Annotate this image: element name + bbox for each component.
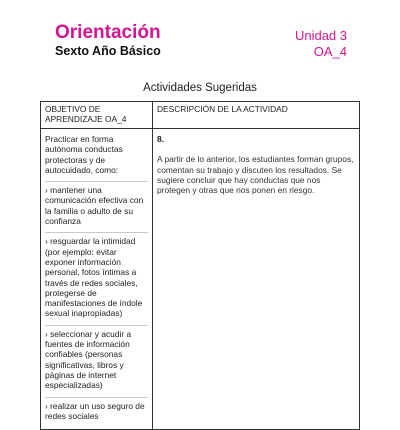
description-column-header: DESCRIPCIÓN DE LA ACTIVIDAD <box>153 102 360 129</box>
objective-intro: Practicar en forma autónoma conductas protectoras y de autocuidado, como: <box>45 134 123 175</box>
objective-bullet: › mantener una comunicación efectiva con la familia o adulto de su confianza <box>45 181 148 232</box>
section-title: Actividades Sugeridas <box>143 82 257 94</box>
activity-cell <box>153 129 360 430</box>
table-row <box>41 129 360 430</box>
activities-table <box>40 101 360 430</box>
activity-description: A partir de lo anterior, los estudiantes forman grupos, comentan su trabajo y discuten los resultados. Se sugiere concluir que hay conductas que nos protegen y otras que nos ponen en riesgo. <box>157 154 354 196</box>
objective-bullet: › resguardar la intimidad (por ejemplo: evitar exponer información personal, fotos íntimas a través de redes sociales, protegerse de manifestaciones de índole sexual inapropiadas) <box>45 232 148 324</box>
objective-bullet: › seleccionar y acudir a fuentes de información confiables (personas significativas, libros y páginas de internet especializadas) <box>45 325 148 397</box>
objective-bullet: › realizar un uso seguro de redes sociales <box>45 397 148 428</box>
objective-cell <box>41 129 153 430</box>
page-title: Orientación <box>55 22 161 43</box>
grade-subtitle: Sexto Año Básico <box>55 44 161 58</box>
unit-label: Unidad 3 <box>294 28 347 43</box>
table-header-row <box>41 102 360 129</box>
objective-code: OA_4 <box>313 44 347 59</box>
objective-column-header: OBJETIVO DE APRENDIZAJE OA_4 <box>41 102 153 129</box>
activity-number: 8. <box>157 134 164 144</box>
